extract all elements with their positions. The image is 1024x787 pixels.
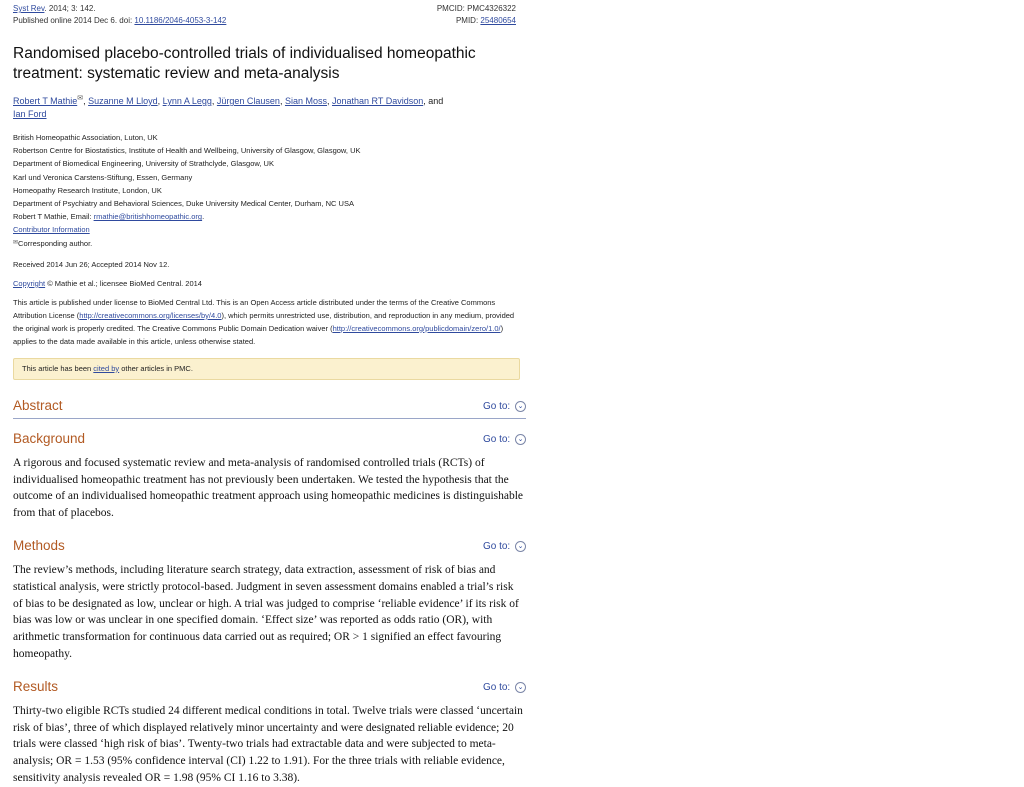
affiliation: Homeopathy Research Institute, London, UK: [13, 185, 162, 195]
results-header: [13, 677, 526, 699]
email-line: Robert T Mathie, Email: rmathie@britishhomeopathic.org.: [13, 212, 205, 222]
email-icon[interactable]: ✉: [77, 95, 84, 102]
results-heading: Results: [13, 678, 59, 694]
goto-menu[interactable]: [483, 541, 526, 552]
chevron-down-icon[interactable]: ⌄: [515, 401, 526, 412]
goto-menu[interactable]: [483, 682, 526, 693]
cited-pre: This article has been: [22, 363, 94, 373]
license-part-2: ), which permits unrestricted use, distribution, and reproduction in any medium, provided the original work is properly credited. The Creative Commons Public Domain Dedication waiver (: [13, 310, 515, 333]
citation-right: [437, 3, 516, 27]
affiliation: Department of Biomedical Engineering, University of Strathclyde, Glasgow, UK: [13, 159, 274, 169]
goto-menu[interactable]: [483, 434, 526, 445]
pmcid: PMCID: PMC4326322: [436, 4, 516, 13]
copyright-text: © Mathie et al.; licensee BioMed Central. 2014: [45, 278, 202, 288]
chevron-down-icon[interactable]: ⌄: [515, 434, 526, 445]
published-date: Published online 2014 Dec 6. doi:: [13, 16, 135, 25]
affiliation: Robertson Centre for Biostatistics, Institute of Health and Wellbeing, University of Glasgow, Glasgow, UK: [13, 146, 361, 156]
author-link[interactable]: Jonathan RT Davidson: [332, 96, 424, 106]
goto-label: Go to:: [482, 433, 511, 445]
affiliations: [13, 131, 526, 250]
license-part-1: This article is published under license to BioMed Central Ltd. This is an Open Access article distributed under the terms of the Creative Commons Attribution License (: [13, 297, 496, 320]
copyright-line: [13, 277, 526, 290]
article-page: [13, 0, 526, 787]
cited-by-notice: [13, 358, 520, 380]
goto-label: Go to:: [482, 400, 511, 412]
received-dates: Received 2014 Jun 26; Accepted 2014 Nov 12.: [13, 259, 170, 269]
journal-citation: . 2014; 3: 142.: [44, 4, 96, 13]
abstract-header: [13, 396, 526, 419]
authors-and: and: [428, 96, 444, 106]
cc-zero-link[interactable]: http://creativecommons.org/publicdomain/zero/1.0/: [332, 323, 501, 333]
contributor-info-link[interactable]: Contributor Information: [13, 225, 90, 235]
copyright-link[interactable]: Copyright: [13, 278, 46, 288]
article-title: Randomised placebo-controlled trials of individualised homeopathic treatment: systematic review and meta-analysis: [13, 45, 476, 82]
journal-link[interactable]: Syst Rev: [13, 4, 45, 13]
results-text: Thirty-two eligible RCTs studied 24 different medical conditions in total. Twelve trials were classed ‘uncertain risk of bias’, three of which displayed relatively minor uncertainty and were designated reliable evidence; 20 trials were classed ‘high risk of bias’. Twenty-two trials had extractable data and were subjected to meta-analysis; OR = 1.53 (95% confidence interval (CI) 1.22 to 1.91). For the three trials with reliable evidence, sensitivity analysis revealed OR = 1.98 (95% CI 1.16 to 3.38).: [13, 704, 523, 784]
cited-by-link[interactable]: cited by: [93, 363, 120, 373]
methods-text: The review’s methods, including literature search strategy, data extraction, assessment of risk of bias and statistical analysis, were strictly protocol-based. Judgment in seven assessment domains enabled a trial’s risk of bias to be designated as low, unclear or high. A trial was judged to comprise ‘reliable evidence’ if its risk of bias was low or was unclear in one specified domain. ‘Effect size’ was reported as odds ratio (OR), with arithmetic transformation for continuous data carried out as required; OR > 1 signified an effect favouring homeopathy.: [13, 564, 519, 660]
background-header: [13, 429, 526, 451]
background-text: A rigorous and focused systematic review and meta-analysis of randomised controlled trials (RCTs) of individualised homeopathic treatment has not previously been undertaken. We tested the hypothesis that the outcome of an individualised homeopathic treatment approach using homeopathic medicines is distinguishable from that of placebos.: [13, 456, 524, 520]
methods-heading: Methods: [13, 538, 65, 554]
cc-by-link[interactable]: http://creativecommons.org/licenses/by/4.0: [79, 310, 222, 320]
cited-post: other articles in PMC.: [119, 363, 193, 373]
license-part-3: ) applies to the data made available in this article, unless otherwise stated.: [13, 323, 504, 346]
chevron-down-icon[interactable]: ⌄: [515, 541, 526, 552]
author-link[interactable]: Jürgen Clausen: [216, 96, 280, 106]
doi-link[interactable]: 10.1186/2046-4053-3-142: [134, 16, 227, 25]
corresponding-note: [13, 237, 526, 250]
goto-menu[interactable]: [483, 401, 526, 412]
email-icon: ✉: [13, 239, 19, 246]
chevron-down-icon[interactable]: ⌄: [515, 682, 526, 693]
goto-label: Go to:: [482, 541, 511, 553]
affiliation: Karl und Veronica Carstens-Stiftung, Essen, Germany: [13, 172, 193, 182]
email-link[interactable]: rmathie@britishhomeopathic.org: [93, 212, 203, 222]
author-link[interactable]: Sian Moss: [284, 96, 327, 106]
license-text: [13, 296, 523, 348]
corresponding-text: Corresponding author.: [18, 238, 93, 248]
author-link[interactable]: Robert T Mathie: [13, 96, 78, 106]
citation-left: [13, 3, 226, 27]
author-link[interactable]: Lynn A Legg: [162, 96, 212, 106]
background-heading: Background: [13, 430, 86, 446]
email-label: Robert T Mathie, Email:: [13, 212, 94, 222]
pmid-label: PMID:: [455, 16, 481, 25]
abstract-heading: Abstract: [13, 397, 63, 413]
methods-header: [13, 536, 526, 558]
pmid-link[interactable]: 25480654: [480, 16, 516, 25]
author-link[interactable]: Ian Ford: [13, 109, 47, 119]
author-link[interactable]: Suzanne M Lloyd: [88, 96, 158, 106]
author-list: Robert T Mathie✉, Suzanne M Lloyd, Lynn A Legg, Jürgen Clausen, Sian Moss, Jonathan RT Davidson, and Ian Ford: [13, 95, 444, 119]
goto-label: Go to:: [482, 681, 511, 693]
affiliation: British Homeopathic Association, Luton, UK: [13, 133, 158, 142]
affiliation: Department of Psychiatry and Behavioral Sciences, Duke University Medical Center, Durham, NC USA: [13, 199, 354, 209]
citation-bar: [13, 0, 526, 32]
